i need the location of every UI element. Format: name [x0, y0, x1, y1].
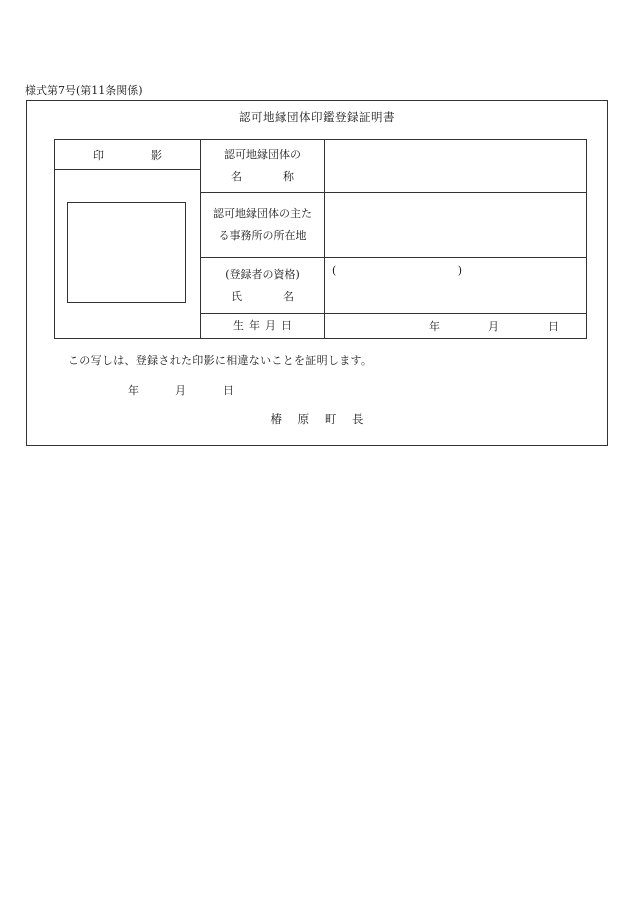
birth-label-char-1: 生 [233, 319, 244, 332]
birth-label-char-2: 年 [249, 319, 260, 332]
birth-date-label [201, 314, 325, 339]
birth-month-label: 月 [488, 320, 499, 333]
mayor-char-4: 長 [351, 412, 364, 426]
qualification-close-paren: ) [457, 264, 462, 277]
birth-date-field[interactable] [325, 314, 587, 339]
registrant-name-label-char-2: 名 [283, 289, 294, 303]
office-address-label-line2: る事務所の所在地 [218, 229, 307, 242]
issue-day-label: 日 [223, 384, 234, 397]
issue-month-label: 月 [175, 384, 186, 397]
mayor-char-3: 町 [324, 412, 337, 426]
birth-day-label: 日 [548, 320, 559, 333]
document-title: 認可地縁団体印鑑登録証明書 [239, 110, 395, 124]
birth-label-char-4: 日 [281, 319, 292, 332]
group-name-label-char-1: 名 [231, 170, 242, 183]
group-name-label-line1: 認可地縁団体の [224, 148, 301, 161]
group-name-field[interactable] [325, 140, 587, 193]
seal-impression-box [67, 202, 186, 303]
certification-statement: この写しは、登録された印影に相違ないことを証明します。 [68, 354, 373, 367]
office-address-label [201, 193, 325, 258]
form-number: 様式第7号(第11条関係) [25, 84, 143, 97]
registrant-field[interactable] [325, 258, 587, 314]
certificate-table [54, 139, 587, 339]
registrant-label [201, 258, 325, 314]
birth-label-char-3: 月 [265, 319, 276, 332]
group-name-label-char-2: 称 [283, 170, 294, 183]
office-address-label-line1: 認可地縁団体の主た [213, 207, 312, 220]
seal-header [55, 140, 201, 170]
group-name-label [201, 140, 325, 193]
qualification-open-paren: ( [332, 264, 337, 277]
seal-header-char-1: 印 [93, 148, 104, 162]
birth-year-label: 年 [429, 320, 440, 333]
seal-impression-cell [55, 170, 201, 339]
issue-year-label: 年 [128, 384, 139, 397]
registrant-name-label-char-1: 氏 [231, 289, 242, 303]
mayor-signature [27, 411, 607, 427]
mayor-char-2: 原 [297, 412, 310, 426]
certificate-frame [26, 100, 608, 446]
office-address-field[interactable] [325, 193, 587, 258]
mayor-char-1: 椿 [270, 412, 283, 426]
registrant-qualification-label: (登録者の資格) [225, 267, 300, 281]
seal-header-char-2: 影 [151, 148, 162, 162]
